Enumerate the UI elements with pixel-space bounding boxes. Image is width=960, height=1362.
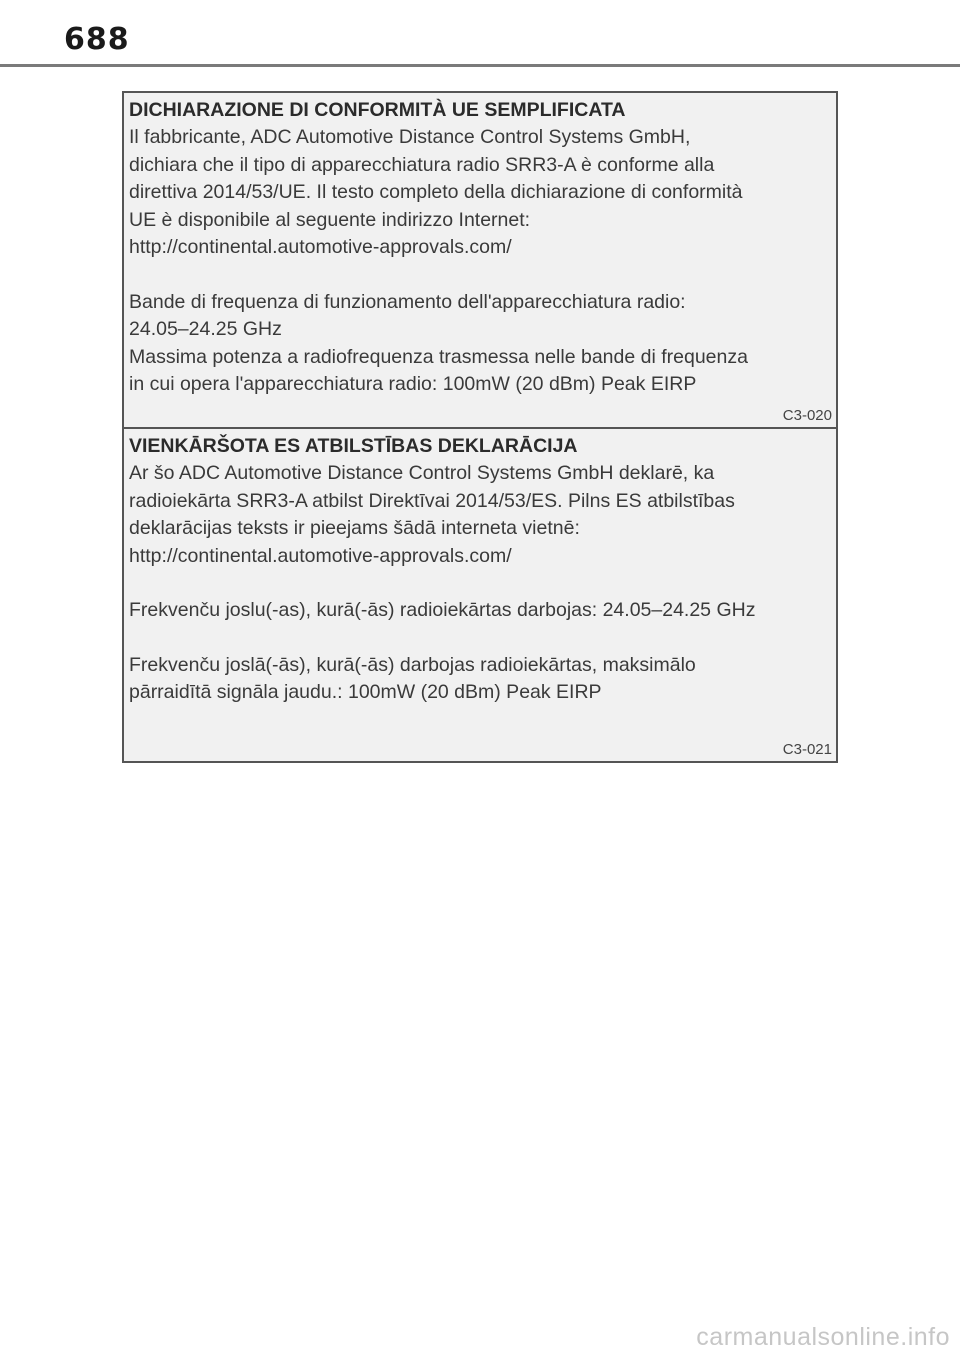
- declaration-line: dichiara che il tipo di apparecchiatura radio SRR3-A è conforme alla: [129, 153, 715, 176]
- watermark-text: carmanualsonline.info: [696, 1323, 950, 1351]
- paragraph-gap: [129, 262, 830, 289]
- paragraph-gap: [129, 625, 830, 652]
- declaration-heading: VIENKĀRŠOTA ES ATBILSTĪBAS DEKLARĀCIJA: [129, 435, 578, 457]
- header-divider: [0, 64, 960, 67]
- conformity-notice-box: [122, 91, 838, 763]
- page-number: 688: [64, 22, 130, 57]
- declaration-line: 24.05–24.25 GHz: [129, 318, 282, 340]
- declaration-line: deklarācijas teksts ir pieejams šādā interneta vietnē:: [129, 517, 580, 539]
- declaration-line: Frekvenču joslu(-as), kurā(-ās) radioiekārtas darbojas: 24.05–24.25 GHz: [129, 599, 756, 621]
- declaration-line: Frekvenču joslā(-ās), kurā(-ās) darbojas radioiekārtas, maksimālo: [129, 653, 696, 676]
- declaration-line: Ar šo ADC Automotive Distance Control Systems GmbH deklarē, ka: [129, 462, 715, 484]
- declaration-italian: [124, 93, 836, 427]
- declaration-url: http://continental.automotive-approvals.com/: [129, 544, 512, 567]
- declaration-line: in cui opera l'apparecchiatura radio: 100mW (20 dBm) Peak EIRP: [129, 373, 697, 395]
- declaration-line: pārraidītā signāla jaudu.: 100mW (20 dBm) Peak EIRP: [129, 681, 602, 703]
- declaration-line: Massima potenza a radiofrequenza trasmessa nelle bande di frequenza: [129, 345, 748, 368]
- reference-code: C3-020: [782, 407, 832, 424]
- declaration-line: direttiva 2014/53/UE. Il testo completo della dichiarazione di conformità: [129, 181, 743, 203]
- declaration-url: http://continental.automotive-approvals.com/: [129, 236, 512, 258]
- reference-code: C3-021: [782, 741, 832, 758]
- declaration-line: radioiekārta SRR3-A atbilst Direktīvai 2014/53/ES. Pilns ES atbilstības: [129, 489, 735, 512]
- declaration-latvian: [124, 427, 836, 761]
- declaration-heading: DICHIARAZIONE DI CONFORMITÀ UE SEMPLIFICATA: [129, 99, 626, 121]
- declaration-line: Il fabbricante, ADC Automotive Distance Control Systems GmbH,: [129, 126, 691, 148]
- declaration-line: UE è disponibile al seguente indirizzo Internet:: [129, 208, 531, 231]
- declaration-line: Bande di frequenza di funzionamento dell'apparecchiatura radio:: [129, 290, 686, 313]
- paragraph-gap: [129, 570, 830, 597]
